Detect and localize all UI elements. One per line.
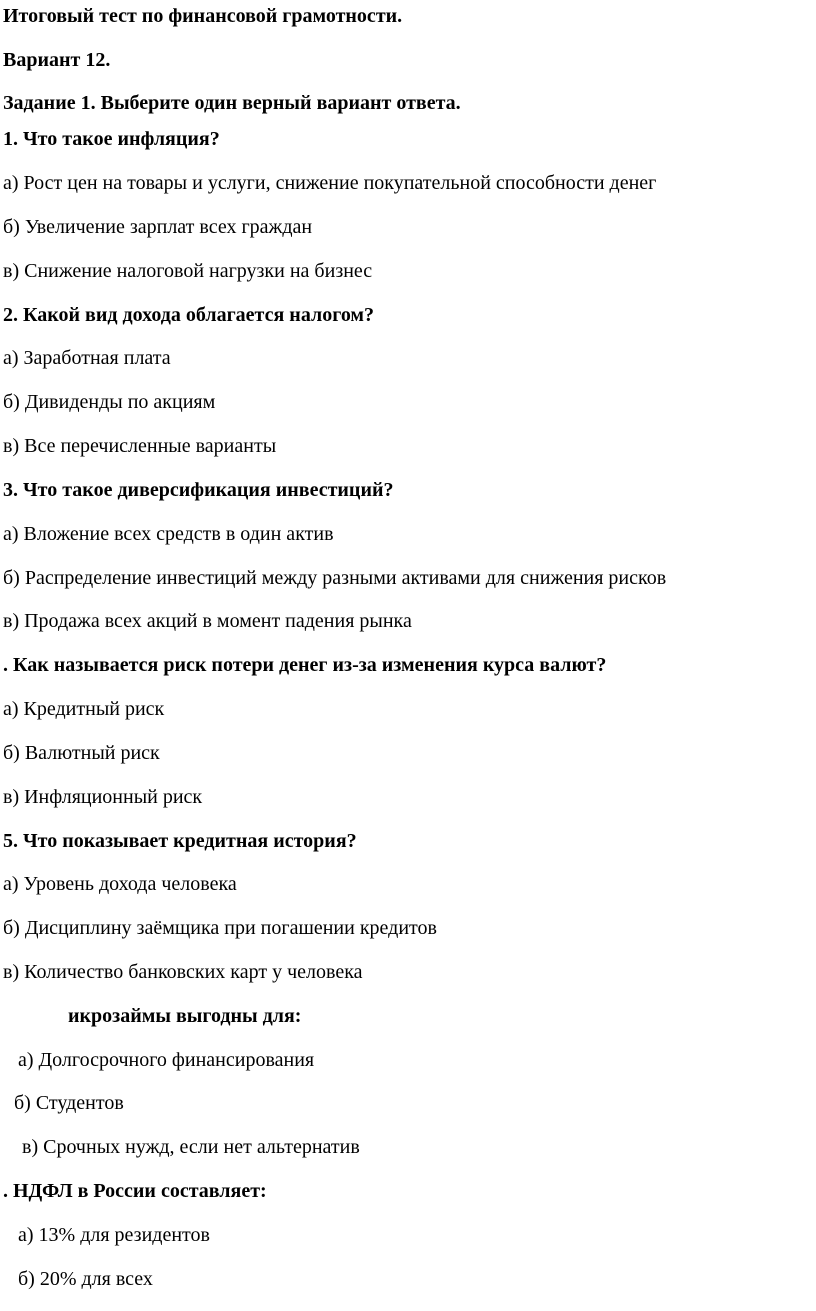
question-5-option-a: а) Уровень дохода человека <box>3 873 237 895</box>
question-1-option-c: в) Снижение налоговой нагрузки на бизнес <box>3 260 373 282</box>
question-4-option-b: б) Валютный риск <box>3 742 160 764</box>
question-6: икрозаймы выгодны для: <box>68 1005 302 1027</box>
question-3-option-a: а) Вложение всех средств в один актив <box>3 523 334 545</box>
question-2: 2. Какой вид дохода облагается налогом? <box>3 304 375 326</box>
question-4: . Как называется риск потери денег из-за изменения курса валют? <box>3 654 607 676</box>
task-heading: Задание 1. Выберите один верный вариант ответа. <box>3 92 461 114</box>
question-3-option-b: б) Распределение инвестиций между разными активами для снижения рисков <box>3 567 667 589</box>
question-4-option-a: а) Кредитный риск <box>3 698 165 720</box>
question-3-option-c: в) Продажа всех акций в момент падения рынка <box>3 610 412 632</box>
question-2-option-a: а) Заработная плата <box>3 347 171 369</box>
question-1-option-b: б) Увеличение зарплат всех граждан <box>3 216 313 238</box>
question-6-option-b: б) Студентов <box>14 1092 124 1114</box>
question-6-option-c: в) Срочных нужд, если нет альтернатив <box>22 1136 360 1158</box>
question-4-option-c: в) Инфляционный риск <box>3 786 203 808</box>
question-2-option-b: б) Дивиденды по акциям <box>3 391 216 413</box>
document-title: Итоговый тест по финансовой грамотности. <box>3 5 403 27</box>
question-6-option-a: а) Долгосрочного финансирования <box>18 1049 315 1071</box>
variant-label: Вариант 12. <box>3 49 111 71</box>
question-3: 3. Что такое диверсификация инвестиций? <box>3 479 394 501</box>
question-2-option-c: в) Все перечисленные варианты <box>3 435 277 457</box>
question-7: . НДФЛ в России составляет: <box>3 1180 267 1202</box>
question-5: 5. Что показывает кредитная история? <box>3 830 357 852</box>
question-1-option-a: а) Рост цен на товары и услуги, снижение покупательной способности денег <box>3 172 657 194</box>
question-7-option-b: б) 20% для всех <box>18 1268 153 1290</box>
question-1: 1. Что такое инфляция? <box>3 128 220 150</box>
question-5-option-b: б) Дисциплину заёмщика при погашении кредитов <box>3 917 437 939</box>
question-7-option-a: а) 13% для резидентов <box>18 1224 210 1246</box>
question-5-option-c: в) Количество банковских карт у человека <box>3 961 363 983</box>
